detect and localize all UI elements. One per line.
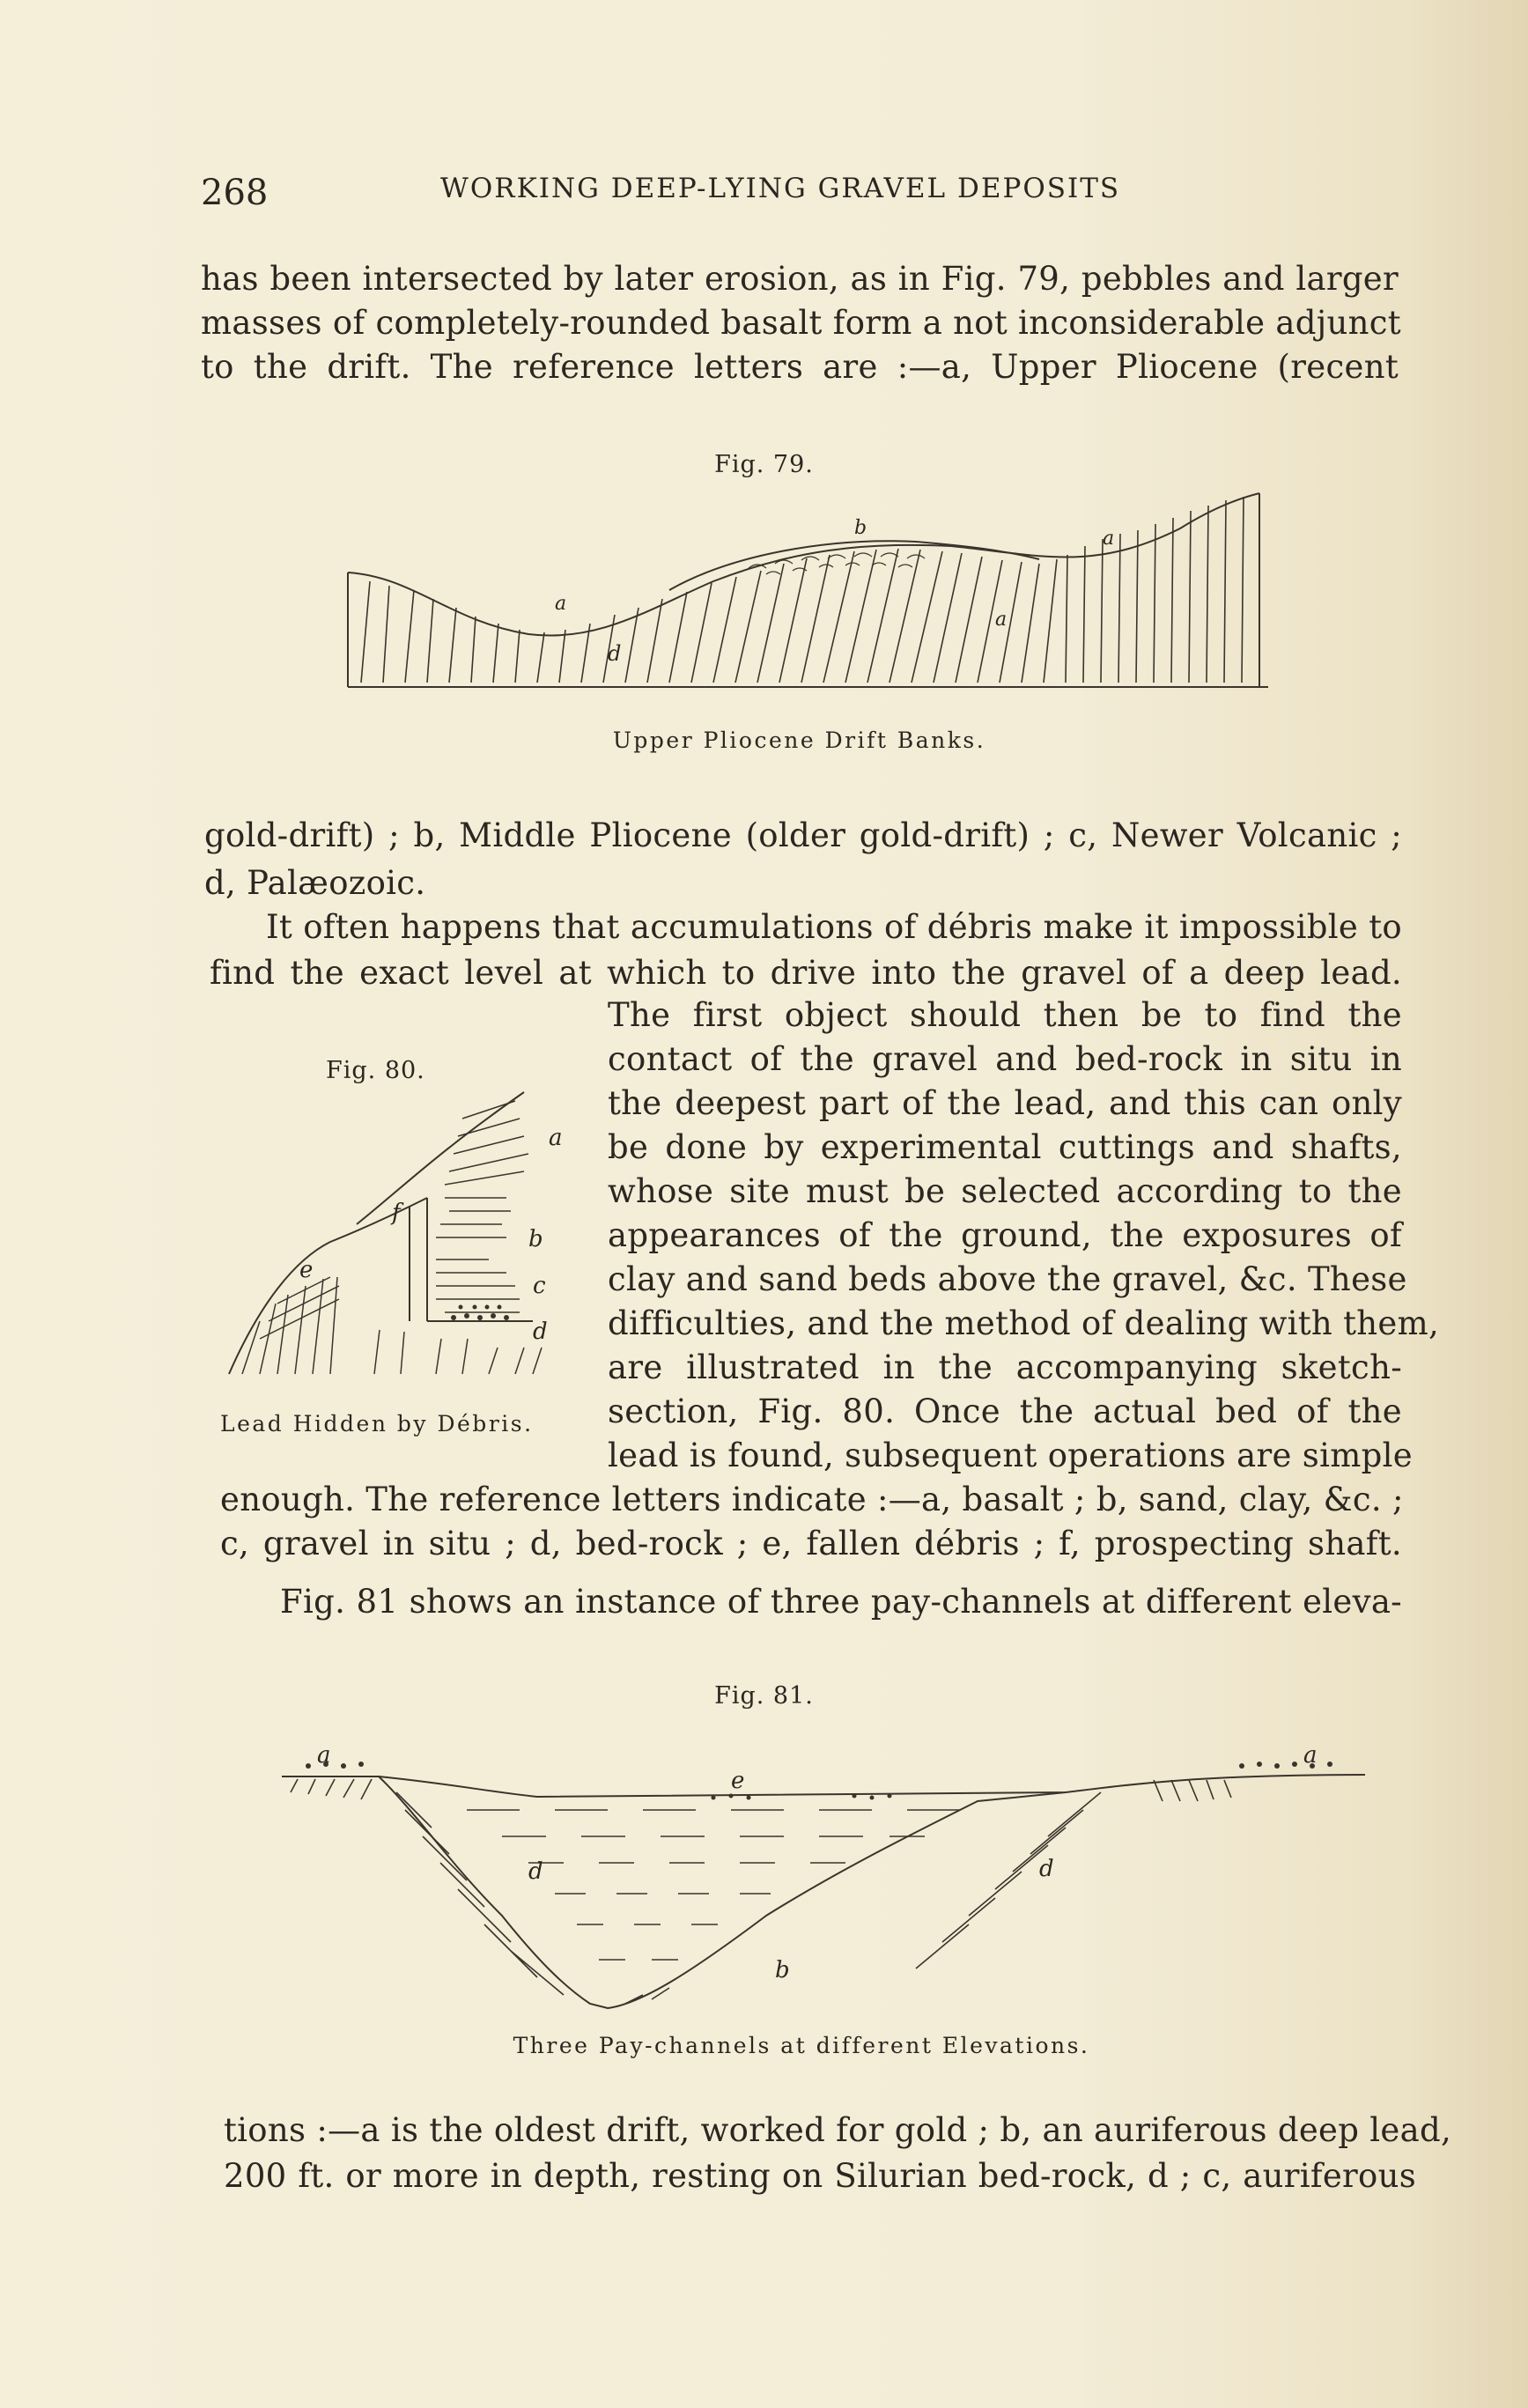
fig80-letter-a: a: [549, 1125, 563, 1151]
text-line: tions :—a is the oldest drift, worked for gold ; b, an auriferous deep lead,: [224, 2111, 1452, 2149]
text-line: 200 ft. or more in depth, resting on Silurian bed-rock, d ; c, auriferous: [224, 2157, 1416, 2195]
fig79-illustration: [335, 476, 1277, 705]
text-line: d, Palæozoic.: [204, 864, 426, 902]
fig79-caption: Upper Pliocene Drift Banks.: [612, 728, 986, 753]
fig81-letter-a: a: [1303, 1742, 1318, 1769]
text-line: contact of the gravel and bed-rock in situ in: [608, 1040, 1402, 1078]
running-title: WORKING DEEP-LYING GRAVEL DEPOSITS: [440, 173, 1121, 204]
fig81-label: Fig. 81.: [714, 1682, 814, 1710]
text-line: gold-drift) ; b, Middle Pliocene (older gold-drift) ; c, Newer Volcanic ;: [204, 816, 1402, 854]
text-line: difficulties, and the method of dealing with them,: [608, 1304, 1440, 1342]
fig80-letter-d: d: [533, 1318, 548, 1345]
text-line: the deepest part of the lead, and this can only: [608, 1084, 1402, 1122]
fig80-letter-b: b: [528, 1226, 543, 1252]
text-line: enough. The reference letters indicate :—a, basalt ; b, sand, clay, &c. ;: [220, 1481, 1404, 1518]
text-line: masses of completely-rounded basalt form a not inconsiderable adjunct: [201, 304, 1401, 342]
text-line: clay and sand beds above the gravel, &c. These: [608, 1260, 1407, 1298]
text-line: section, Fig. 80. Once the actual bed of the: [608, 1392, 1402, 1430]
text-line: lead is found, subsequent operations are simple: [608, 1437, 1413, 1474]
text-line: The first object should then be to find the: [608, 996, 1402, 1034]
fig81-letter-d: d: [528, 1858, 543, 1885]
text-line: It often happens that accumulations of débris make it impossible to: [266, 908, 1402, 946]
fig81-letter-a: a: [317, 1742, 331, 1769]
fig79-letter-d: d: [608, 641, 622, 666]
fig79-letter-b: b: [854, 517, 867, 539]
fig80-letter-c: c: [533, 1273, 546, 1299]
fig81-caption: Three Pay-channels at different Elevations.: [513, 2033, 1090, 2058]
fig81-letter-b: b: [775, 1957, 790, 1983]
fig80-letter-e: e: [299, 1257, 314, 1283]
fig81-letter-d: d: [1039, 1856, 1054, 1882]
fig81-illustration: [273, 1740, 1374, 2021]
fig79-letter-a: a: [1103, 528, 1115, 550]
text-line: are illustrated in the accompanying sketch-: [608, 1348, 1402, 1386]
page-number: 268: [201, 173, 269, 213]
text-line: c, gravel in situ ; d, bed-rock ; e, fallen débris ; f, prospecting shaft.: [220, 1525, 1402, 1562]
text-line: be done by experimental cuttings and shafts,: [608, 1128, 1402, 1166]
fig80-letter-f: f: [392, 1200, 401, 1226]
fig80-caption: Lead Hidden by Débris.: [220, 1411, 534, 1437]
fig79-label: Fig. 79.: [714, 451, 814, 478]
text-line: has been intersected by later erosion, as in Fig. 79, pebbles and larger: [201, 260, 1399, 298]
fig79-letter-a: a: [555, 593, 567, 615]
fig81-letter-e: e: [731, 1768, 745, 1794]
text-line: appearances of the ground, the exposures of: [608, 1216, 1402, 1254]
text-line: to the drift. The reference letters are :—a, Upper Pliocene (recent: [201, 348, 1399, 386]
fig80-label: Fig. 80.: [326, 1057, 425, 1084]
text-line: Fig. 81 shows an instance of three pay-channels at different eleva-: [280, 1583, 1402, 1621]
fig80-illustration: [225, 1083, 594, 1383]
fig79-letter-a: a: [995, 609, 1008, 631]
text-line: whose site must be selected according to the: [608, 1172, 1402, 1210]
text-line: find the exact level at which to drive into the gravel of a deep lead.: [210, 954, 1402, 992]
